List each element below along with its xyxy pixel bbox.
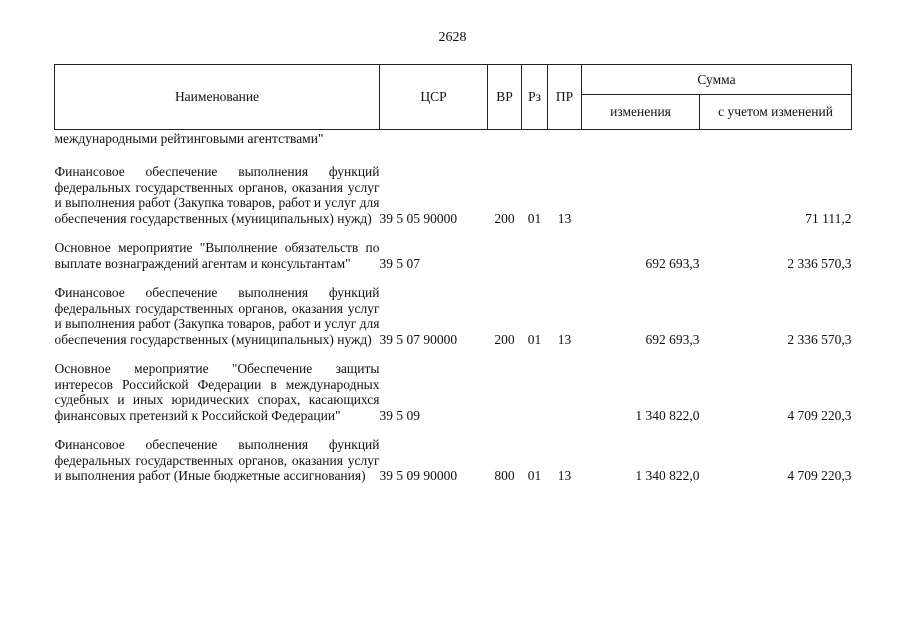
row-pr: 13 [557, 331, 572, 347]
table-row [55, 240, 852, 271]
row-csr: 39 5 05 90000 [379, 210, 458, 226]
row-changes: 692 693,3 [645, 255, 700, 271]
row-vr [488, 240, 522, 271]
row-vr [488, 130, 522, 151]
table-row [55, 437, 852, 484]
row-with-changes: 2 336 570,3 [787, 255, 852, 271]
row-name: Основное мероприятие "Выполнение обязательств по выплате вознаграждений агентам и консультантам" [54, 240, 380, 271]
row-with-changes: 2 336 570,3 [787, 331, 852, 347]
row-rz [522, 240, 548, 271]
row-with-changes [700, 130, 852, 151]
row-pr: 13 [557, 468, 572, 483]
row-rz: 01 [527, 468, 542, 483]
row-rz [522, 361, 548, 423]
row-pr [548, 240, 582, 271]
row-pr [548, 130, 582, 151]
row-changes [582, 164, 700, 226]
table-row [55, 361, 852, 423]
row-pr: 13 [557, 210, 572, 226]
header-with-changes: с учетом изменений [700, 95, 852, 130]
row-csr: 39 5 07 90000 [379, 331, 458, 347]
header-name: Наименование [55, 65, 380, 130]
row-vr: 800 [494, 468, 515, 483]
row-name: Финансовое обеспечение выполнения функций федеральных государственных органов, оказания услуг и выполнения работ (Закупка товаров, работ и услуг для обеспечения государственных (муниципальных) нужд) [54, 164, 380, 226]
header-vr: ВР [488, 65, 522, 130]
row-vr [488, 361, 522, 423]
row-vr: 200 [494, 210, 515, 226]
row-name: Финансовое обеспечение выполнения функций федеральных государственных органов, оказания услуг и выполнения работ (Закупка товаров, работ и услуг для обеспечения государственных (муниципальных) нужд) [54, 285, 380, 347]
row-changes: 1 340 822,0 [635, 407, 700, 423]
table-row [55, 164, 852, 226]
table-row [55, 130, 852, 151]
table-row [55, 285, 852, 347]
page-number: 2628 [438, 30, 467, 45]
row-csr: 39 5 07 [379, 255, 420, 271]
row-with-changes: 4 709 220,3 [787, 407, 852, 423]
row-pr [548, 361, 582, 423]
row-csr [380, 130, 488, 151]
row-csr: 39 5 09 [379, 407, 420, 423]
row-rz: 01 [527, 210, 542, 226]
header-changes: изменения [582, 95, 700, 130]
row-csr: 39 5 09 90000 [379, 468, 458, 483]
row-rz [522, 130, 548, 151]
row-vr: 200 [494, 331, 515, 347]
row-changes: 1 340 822,0 [635, 468, 700, 483]
row-name: Основное мероприятие "Обеспечение защиты интересов Российской Федерации в международных судебных и иных юридических спорах, касающихся финансовых претензий к Российской Федерации" [54, 361, 380, 423]
table-header [55, 65, 852, 130]
row-name: международными рейтинговыми агентствами" [54, 131, 324, 146]
row-with-changes: 71 111,2 [805, 210, 852, 226]
row-changes [582, 130, 700, 151]
budget-table [54, 64, 852, 484]
header-pr: ПР [548, 65, 582, 130]
row-rz: 01 [527, 331, 542, 347]
header-sum: Сумма [582, 65, 852, 95]
header-rz: Рз [522, 65, 548, 130]
row-changes: 692 693,3 [645, 331, 700, 347]
row-name: Финансовое обеспечение выполнения функций федеральных государственных органов, оказания услуг и выполнения работ (Иные бюджетные ассигнования) [54, 437, 380, 483]
row-with-changes: 4 709 220,3 [787, 468, 852, 483]
header-csr: ЦСР [380, 65, 488, 130]
